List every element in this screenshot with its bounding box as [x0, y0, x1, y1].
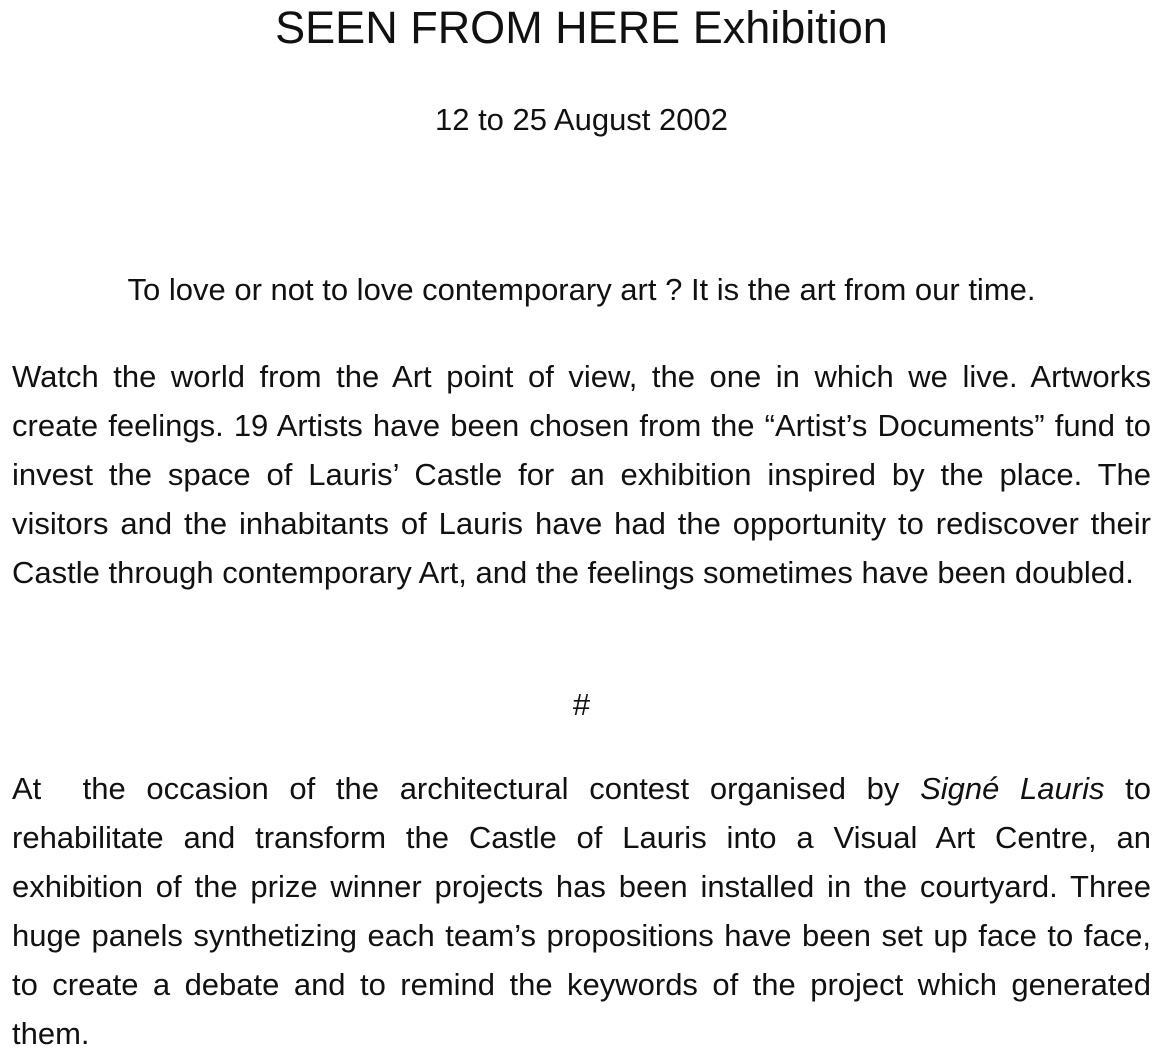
paragraph-contest-text: [12, 764, 1151, 1058]
paragraph-contest-after: to rehabilitate and transform the Castle of Lauris into a Visual Art Centre, an exhibition of the prize winner projects has been installed in the courtyard. Three huge panels synthetizing each team’s propositions have been set up face to face, to create a debate and to remind the keywords of the project which generated them.: [12, 771, 1151, 1051]
paragraph-intro-text: Watch the world from the Art point of view, the one in which we live. Artworks create feelings. 19 Artists have been chosen from the “Artist’s Documents” fund to invest the space of Lauris’ Castle for an exhibition inspired by the place. The visitors and the inhabitants of Lauris have had the opportunity to rediscover their Castle through contemporary Art, and the feelings sometimes have been doubled.: [12, 359, 1151, 590]
paragraph-contest-before: At the occasion of the architectural contest organised by: [12, 771, 921, 806]
paragraph-intro: [12, 352, 1151, 597]
section-separator: #: [572, 687, 591, 722]
exhibition-dates: 12 to 25 August 2002: [434, 102, 729, 137]
exhibition-title: SEEN FROM HERE Exhibition: [275, 2, 888, 53]
tagline: To love or not to love contemporary art ? It is the art from our time.: [127, 272, 1036, 307]
paragraph-contest: [12, 764, 1151, 1058]
organisation-name: Signé Lauris: [920, 771, 1105, 806]
